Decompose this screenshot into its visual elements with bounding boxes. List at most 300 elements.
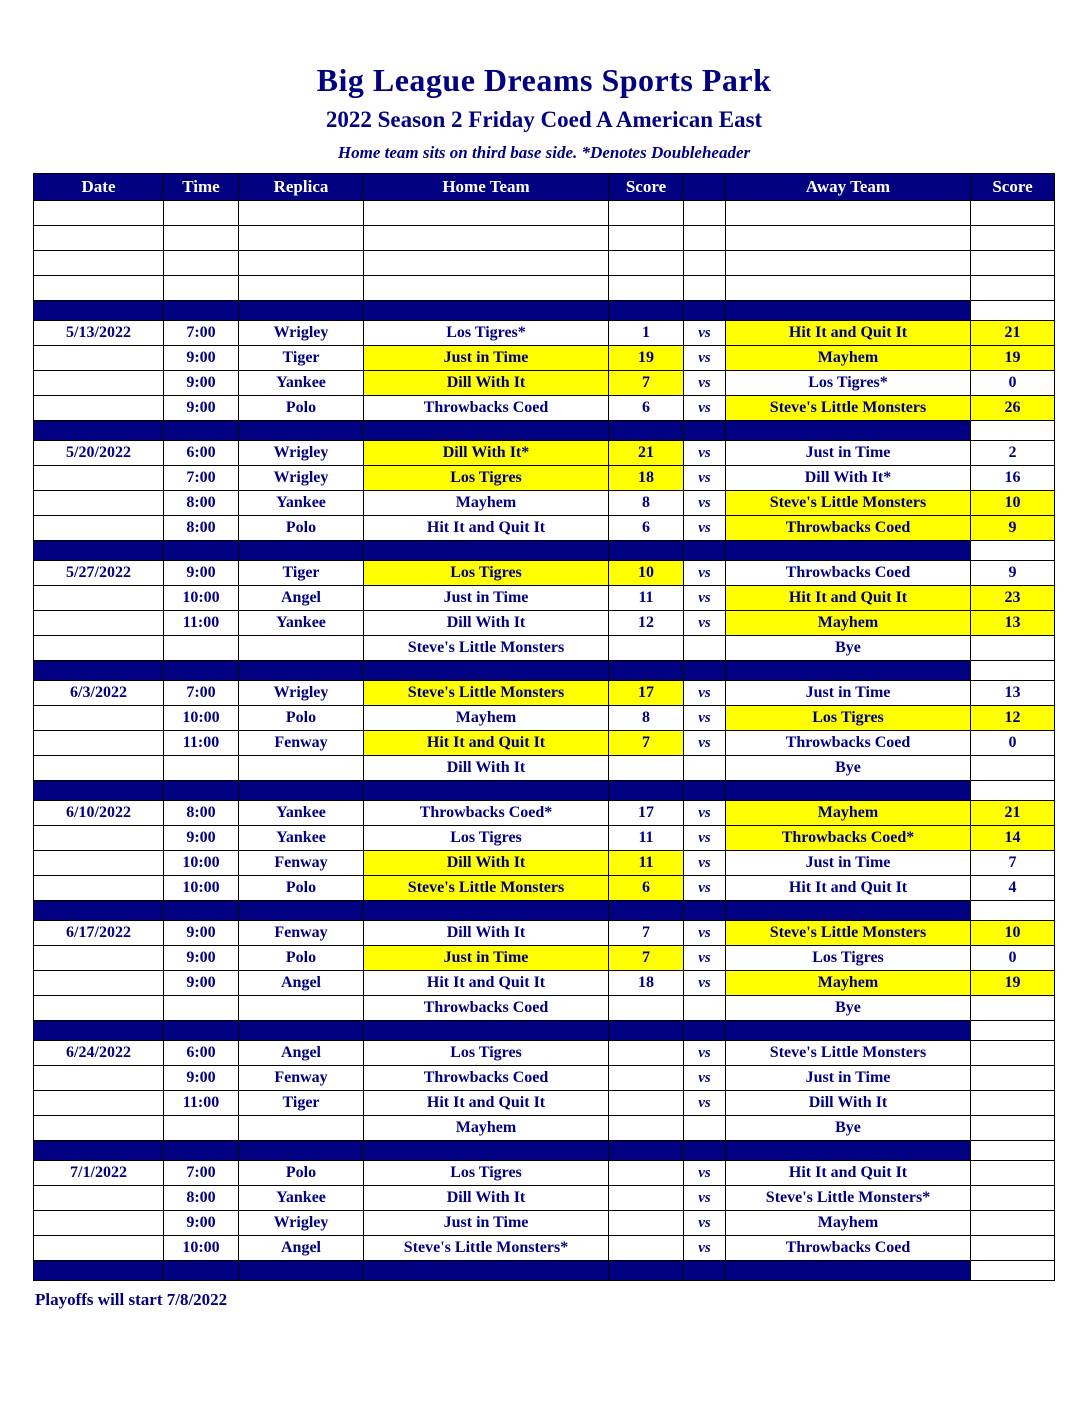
time-cell: 9:00 xyxy=(164,1211,239,1236)
vs-cell: vs xyxy=(684,441,726,466)
date-cell xyxy=(34,996,164,1021)
game-row xyxy=(34,946,1055,971)
replica-cell: Angel xyxy=(239,971,364,996)
empty-cell xyxy=(34,201,164,226)
replica-cell: Wrigley xyxy=(239,441,364,466)
vs-cell xyxy=(684,756,726,781)
away-score-cell xyxy=(971,756,1055,781)
empty-cell xyxy=(684,226,726,251)
empty-cell xyxy=(239,251,364,276)
home-team-cell: Hit It and Quit It xyxy=(364,1091,609,1116)
date-cell: 5/20/2022 xyxy=(34,441,164,466)
empty-cell xyxy=(726,226,971,251)
empty-row xyxy=(34,251,1055,276)
replica-cell xyxy=(239,1116,364,1141)
replica-cell: Wrigley xyxy=(239,1211,364,1236)
home-score-cell: 6 xyxy=(609,396,684,421)
time-cell: 10:00 xyxy=(164,706,239,731)
game-row xyxy=(34,1161,1055,1186)
home-team-cell: Hit It and Quit It xyxy=(364,971,609,996)
away-score-cell: 14 xyxy=(971,826,1055,851)
separator-cell xyxy=(34,1261,164,1281)
vs-cell: vs xyxy=(684,491,726,516)
away-score-cell: 12 xyxy=(971,706,1055,731)
separator-cell xyxy=(364,1261,609,1281)
separator-cell xyxy=(164,541,239,561)
replica-cell: Yankee xyxy=(239,371,364,396)
home-score-cell: 18 xyxy=(609,466,684,491)
away-score-cell: 7 xyxy=(971,851,1055,876)
game-row xyxy=(34,1186,1055,1211)
game-row xyxy=(34,801,1055,826)
vs-cell: vs xyxy=(684,731,726,756)
game-row xyxy=(34,346,1055,371)
page-title: Big League Dreams Sports Park xyxy=(316,62,772,98)
away-team-cell: Steve's Little Monsters* xyxy=(726,1186,971,1211)
empty-cell xyxy=(609,251,684,276)
separator-cell xyxy=(726,1021,971,1041)
away-score-cell: 13 xyxy=(971,611,1055,636)
away-team-cell: Hit It and Quit It xyxy=(726,586,971,611)
home-score-cell: 18 xyxy=(609,971,684,996)
separator-cell xyxy=(971,1021,1055,1041)
empty-cell xyxy=(609,276,684,301)
replica-cell: Fenway xyxy=(239,851,364,876)
separator-cell xyxy=(684,661,726,681)
home-team-cell: Dill With It xyxy=(364,756,609,781)
week-separator-row xyxy=(34,1141,1055,1161)
replica-cell: Tiger xyxy=(239,1091,364,1116)
week-separator-row xyxy=(34,421,1055,441)
vs-cell: vs xyxy=(684,586,726,611)
empty-cell xyxy=(726,201,971,226)
away-team-cell: Bye xyxy=(726,636,971,661)
away-score-cell: 10 xyxy=(971,491,1055,516)
header-away-team: Away Team xyxy=(726,174,971,201)
empty-cell xyxy=(239,226,364,251)
home-score-cell: 8 xyxy=(609,491,684,516)
replica-cell: Fenway xyxy=(239,1066,364,1091)
empty-cell xyxy=(364,226,609,251)
away-score-cell: 26 xyxy=(971,396,1055,421)
home-team-cell: Steve's Little Monsters* xyxy=(364,1236,609,1261)
home-score-cell xyxy=(609,1211,684,1236)
replica-cell: Polo xyxy=(239,706,364,731)
time-cell: 9:00 xyxy=(164,561,239,586)
home-team-cell: Just in Time xyxy=(364,1211,609,1236)
replica-cell: Angel xyxy=(239,1236,364,1261)
separator-cell xyxy=(609,661,684,681)
replica-cell: Fenway xyxy=(239,731,364,756)
time-cell: 7:00 xyxy=(164,321,239,346)
home-score-cell xyxy=(609,756,684,781)
separator-cell xyxy=(34,1021,164,1041)
date-cell xyxy=(34,1236,164,1261)
game-row xyxy=(34,1116,1055,1141)
away-score-cell xyxy=(971,1091,1055,1116)
away-team-cell: Just in Time xyxy=(726,1066,971,1091)
away-team-cell: Los Tigres xyxy=(726,946,971,971)
date-cell xyxy=(34,1116,164,1141)
empty-cell xyxy=(726,276,971,301)
home-team-cell: Just in Time xyxy=(364,586,609,611)
separator-cell xyxy=(34,901,164,921)
vs-cell: vs xyxy=(684,346,726,371)
game-row xyxy=(34,826,1055,851)
game-row xyxy=(34,681,1055,706)
replica-cell: Polo xyxy=(239,946,364,971)
time-cell: 7:00 xyxy=(164,681,239,706)
date-cell xyxy=(34,516,164,541)
vs-cell: vs xyxy=(684,1236,726,1261)
home-score-cell: 8 xyxy=(609,706,684,731)
home-score-cell: 19 xyxy=(609,346,684,371)
empty-cell xyxy=(684,201,726,226)
separator-cell xyxy=(609,541,684,561)
away-score-cell: 23 xyxy=(971,586,1055,611)
time-cell: 8:00 xyxy=(164,491,239,516)
time-cell: 10:00 xyxy=(164,851,239,876)
vs-cell: vs xyxy=(684,851,726,876)
empty-row xyxy=(34,201,1055,226)
separator-cell xyxy=(971,781,1055,801)
empty-cell xyxy=(364,251,609,276)
away-team-cell: Los Tigres* xyxy=(726,371,971,396)
header-time: Time xyxy=(164,174,239,201)
empty-cell xyxy=(726,251,971,276)
empty-cell xyxy=(684,276,726,301)
separator-cell xyxy=(34,1141,164,1161)
home-team-cell: Just in Time xyxy=(364,946,609,971)
home-team-cell: Los Tigres xyxy=(364,561,609,586)
away-score-cell xyxy=(971,1041,1055,1066)
time-cell: 9:00 xyxy=(164,826,239,851)
home-team-cell: Dill With It xyxy=(364,851,609,876)
away-team-cell: Mayhem xyxy=(726,346,971,371)
home-score-cell: 21 xyxy=(609,441,684,466)
separator-cell xyxy=(684,541,726,561)
away-team-cell: Steve's Little Monsters xyxy=(726,1041,971,1066)
time-cell: 8:00 xyxy=(164,516,239,541)
replica-cell: Tiger xyxy=(239,346,364,371)
separator-cell xyxy=(164,781,239,801)
separator-cell xyxy=(364,541,609,561)
empty-cell xyxy=(164,251,239,276)
away-score-cell xyxy=(971,1211,1055,1236)
home-team-cell: Steve's Little Monsters xyxy=(364,876,609,901)
separator-cell xyxy=(971,301,1055,321)
game-row xyxy=(34,1211,1055,1236)
game-row xyxy=(34,466,1055,491)
home-team-note: Home team sits on third base side. *Denotes Doubleheader xyxy=(337,143,751,162)
separator-cell xyxy=(364,301,609,321)
replica-cell: Yankee xyxy=(239,611,364,636)
away-score-cell: 21 xyxy=(971,321,1055,346)
date-cell: 6/10/2022 xyxy=(34,801,164,826)
separator-cell xyxy=(609,1141,684,1161)
week-separator-row xyxy=(34,1261,1055,1281)
separator-cell xyxy=(971,541,1055,561)
game-row xyxy=(34,371,1055,396)
away-team-cell: Hit It and Quit It xyxy=(726,876,971,901)
home-score-cell: 6 xyxy=(609,876,684,901)
date-cell: 6/3/2022 xyxy=(34,681,164,706)
home-team-cell: Los Tigres xyxy=(364,826,609,851)
empty-cell xyxy=(609,226,684,251)
separator-cell xyxy=(239,421,364,441)
home-team-cell: Just in Time xyxy=(364,346,609,371)
home-team-cell: Hit It and Quit It xyxy=(364,516,609,541)
week-separator-row xyxy=(34,1021,1055,1041)
week-separator-row xyxy=(34,541,1055,561)
separator-cell xyxy=(971,1141,1055,1161)
vs-cell: vs xyxy=(684,466,726,491)
date-cell xyxy=(34,706,164,731)
away-team-cell: Just in Time xyxy=(726,441,971,466)
away-score-cell: 19 xyxy=(971,971,1055,996)
separator-cell xyxy=(684,781,726,801)
away-score-cell xyxy=(971,1161,1055,1186)
home-team-cell: Hit It and Quit It xyxy=(364,731,609,756)
home-team-cell: Dill With It xyxy=(364,1186,609,1211)
separator-cell xyxy=(164,421,239,441)
separator-cell xyxy=(239,781,364,801)
date-cell xyxy=(34,876,164,901)
away-score-cell: 16 xyxy=(971,466,1055,491)
home-team-cell: Los Tigres xyxy=(364,1041,609,1066)
away-score-cell: 9 xyxy=(971,561,1055,586)
week-separator-row xyxy=(34,781,1055,801)
vs-cell: vs xyxy=(684,801,726,826)
separator-cell xyxy=(364,1141,609,1161)
empty-cell xyxy=(34,276,164,301)
home-team-cell: Dill With It xyxy=(364,921,609,946)
separator-cell xyxy=(364,1021,609,1041)
separator-cell xyxy=(164,901,239,921)
away-team-cell: Los Tigres xyxy=(726,706,971,731)
separator-cell xyxy=(684,1261,726,1281)
vs-cell: vs xyxy=(684,396,726,421)
home-team-cell: Mayhem xyxy=(364,706,609,731)
separator-cell xyxy=(971,661,1055,681)
home-team-cell: Steve's Little Monsters xyxy=(364,636,609,661)
header-home-score: Score xyxy=(609,174,684,201)
home-score-cell xyxy=(609,1186,684,1211)
away-team-cell: Bye xyxy=(726,996,971,1021)
away-team-cell: Hit It and Quit It xyxy=(726,321,971,346)
game-row xyxy=(34,516,1055,541)
date-cell xyxy=(34,1091,164,1116)
time-cell xyxy=(164,636,239,661)
game-row xyxy=(34,921,1055,946)
date-cell: 5/27/2022 xyxy=(34,561,164,586)
away-score-cell: 9 xyxy=(971,516,1055,541)
home-team-cell: Los Tigres xyxy=(364,1161,609,1186)
game-row xyxy=(34,561,1055,586)
away-team-cell: Hit It and Quit It xyxy=(726,1161,971,1186)
date-cell xyxy=(34,826,164,851)
separator-cell xyxy=(164,1261,239,1281)
away-team-cell: Steve's Little Monsters xyxy=(726,396,971,421)
time-cell: 10:00 xyxy=(164,586,239,611)
home-team-cell: Throwbacks Coed xyxy=(364,396,609,421)
away-team-cell: Just in Time xyxy=(726,681,971,706)
vs-cell: vs xyxy=(684,516,726,541)
date-cell: 5/13/2022 xyxy=(34,321,164,346)
away-score-cell: 13 xyxy=(971,681,1055,706)
away-team-cell: Bye xyxy=(726,756,971,781)
week-separator-row xyxy=(34,301,1055,321)
away-team-cell: Steve's Little Monsters xyxy=(726,491,971,516)
date-cell xyxy=(34,371,164,396)
home-score-cell xyxy=(609,996,684,1021)
date-cell xyxy=(34,1186,164,1211)
time-cell: 6:00 xyxy=(164,441,239,466)
separator-cell xyxy=(726,301,971,321)
replica-cell: Wrigley xyxy=(239,466,364,491)
home-score-cell: 11 xyxy=(609,826,684,851)
date-cell: 6/17/2022 xyxy=(34,921,164,946)
vs-cell: vs xyxy=(684,946,726,971)
vs-cell: vs xyxy=(684,561,726,586)
separator-cell xyxy=(239,1021,364,1041)
separator-cell xyxy=(239,1141,364,1161)
home-team-cell: Dill With It xyxy=(364,611,609,636)
game-row xyxy=(34,636,1055,661)
date-cell xyxy=(34,851,164,876)
empty-cell xyxy=(34,226,164,251)
away-team-cell: Throwbacks Coed xyxy=(726,516,971,541)
home-team-cell: Throwbacks Coed xyxy=(364,996,609,1021)
away-team-cell: Mayhem xyxy=(726,611,971,636)
away-score-cell xyxy=(971,996,1055,1021)
header-vs xyxy=(684,174,726,201)
separator-cell xyxy=(364,781,609,801)
separator-cell xyxy=(971,421,1055,441)
separator-cell xyxy=(726,901,971,921)
game-row xyxy=(34,1236,1055,1261)
replica-cell: Polo xyxy=(239,396,364,421)
date-cell xyxy=(34,756,164,781)
replica-cell: Polo xyxy=(239,876,364,901)
replica-cell: Angel xyxy=(239,1041,364,1066)
separator-cell xyxy=(34,541,164,561)
home-team-cell: Steve's Little Monsters xyxy=(364,681,609,706)
separator-cell xyxy=(164,1141,239,1161)
game-row xyxy=(34,851,1055,876)
playoffs-note: Playoffs will start 7/8/2022 xyxy=(35,1290,228,1309)
time-cell: 9:00 xyxy=(164,921,239,946)
time-cell: 9:00 xyxy=(164,371,239,396)
replica-cell: Polo xyxy=(239,516,364,541)
replica-cell: Angel xyxy=(239,586,364,611)
time-cell: 9:00 xyxy=(164,971,239,996)
home-score-cell xyxy=(609,1236,684,1261)
home-score-cell: 7 xyxy=(609,946,684,971)
home-score-cell: 11 xyxy=(609,586,684,611)
separator-cell xyxy=(726,1141,971,1161)
empty-cell xyxy=(164,276,239,301)
separator-cell xyxy=(609,421,684,441)
vs-cell: vs xyxy=(684,321,726,346)
home-score-cell: 7 xyxy=(609,371,684,396)
game-row xyxy=(34,706,1055,731)
date-cell: 6/24/2022 xyxy=(34,1041,164,1066)
home-score-cell xyxy=(609,1066,684,1091)
game-row xyxy=(34,441,1055,466)
home-score-cell xyxy=(609,1116,684,1141)
away-team-cell: Throwbacks Coed xyxy=(726,731,971,756)
separator-cell xyxy=(239,901,364,921)
date-cell xyxy=(34,731,164,756)
separator-cell xyxy=(239,1261,364,1281)
date-cell xyxy=(34,1211,164,1236)
replica-cell: Tiger xyxy=(239,561,364,586)
empty-cell xyxy=(609,201,684,226)
separator-cell xyxy=(726,661,971,681)
time-cell: 10:00 xyxy=(164,1236,239,1261)
header-away-score: Score xyxy=(971,174,1055,201)
vs-cell: vs xyxy=(684,1091,726,1116)
game-row xyxy=(34,1091,1055,1116)
home-score-cell: 1 xyxy=(609,321,684,346)
game-row xyxy=(34,731,1055,756)
empty-cell xyxy=(239,276,364,301)
replica-cell: Yankee xyxy=(239,491,364,516)
home-team-cell: Los Tigres* xyxy=(364,321,609,346)
time-cell xyxy=(164,996,239,1021)
date-cell xyxy=(34,971,164,996)
empty-cell xyxy=(34,251,164,276)
header-row xyxy=(34,174,1055,201)
home-team-cell: Mayhem xyxy=(364,491,609,516)
game-row xyxy=(34,756,1055,781)
replica-cell: Wrigley xyxy=(239,321,364,346)
away-team-cell: Just in Time xyxy=(726,851,971,876)
separator-cell xyxy=(609,1021,684,1041)
date-cell: 7/1/2022 xyxy=(34,1161,164,1186)
separator-cell xyxy=(364,421,609,441)
empty-cell xyxy=(684,251,726,276)
replica-cell xyxy=(239,996,364,1021)
header-home-team: Home Team xyxy=(364,174,609,201)
separator-cell xyxy=(364,901,609,921)
empty-cell xyxy=(164,226,239,251)
away-score-cell: 2 xyxy=(971,441,1055,466)
vs-cell: vs xyxy=(684,371,726,396)
away-score-cell: 4 xyxy=(971,876,1055,901)
home-team-cell: Dill With It* xyxy=(364,441,609,466)
empty-cell xyxy=(364,276,609,301)
separator-cell xyxy=(239,541,364,561)
separator-cell xyxy=(684,301,726,321)
separator-cell xyxy=(609,901,684,921)
replica-cell: Fenway xyxy=(239,921,364,946)
header-replica: Replica xyxy=(239,174,364,201)
separator-cell xyxy=(34,661,164,681)
home-score-cell: 17 xyxy=(609,801,684,826)
date-cell xyxy=(34,1066,164,1091)
replica-cell xyxy=(239,636,364,661)
home-team-cell: Los Tigres xyxy=(364,466,609,491)
replica-cell: Polo xyxy=(239,1161,364,1186)
away-team-cell: Bye xyxy=(726,1116,971,1141)
home-score-cell: 6 xyxy=(609,516,684,541)
vs-cell: vs xyxy=(684,876,726,901)
away-score-cell xyxy=(971,636,1055,661)
separator-cell xyxy=(609,301,684,321)
empty-cell xyxy=(971,251,1055,276)
